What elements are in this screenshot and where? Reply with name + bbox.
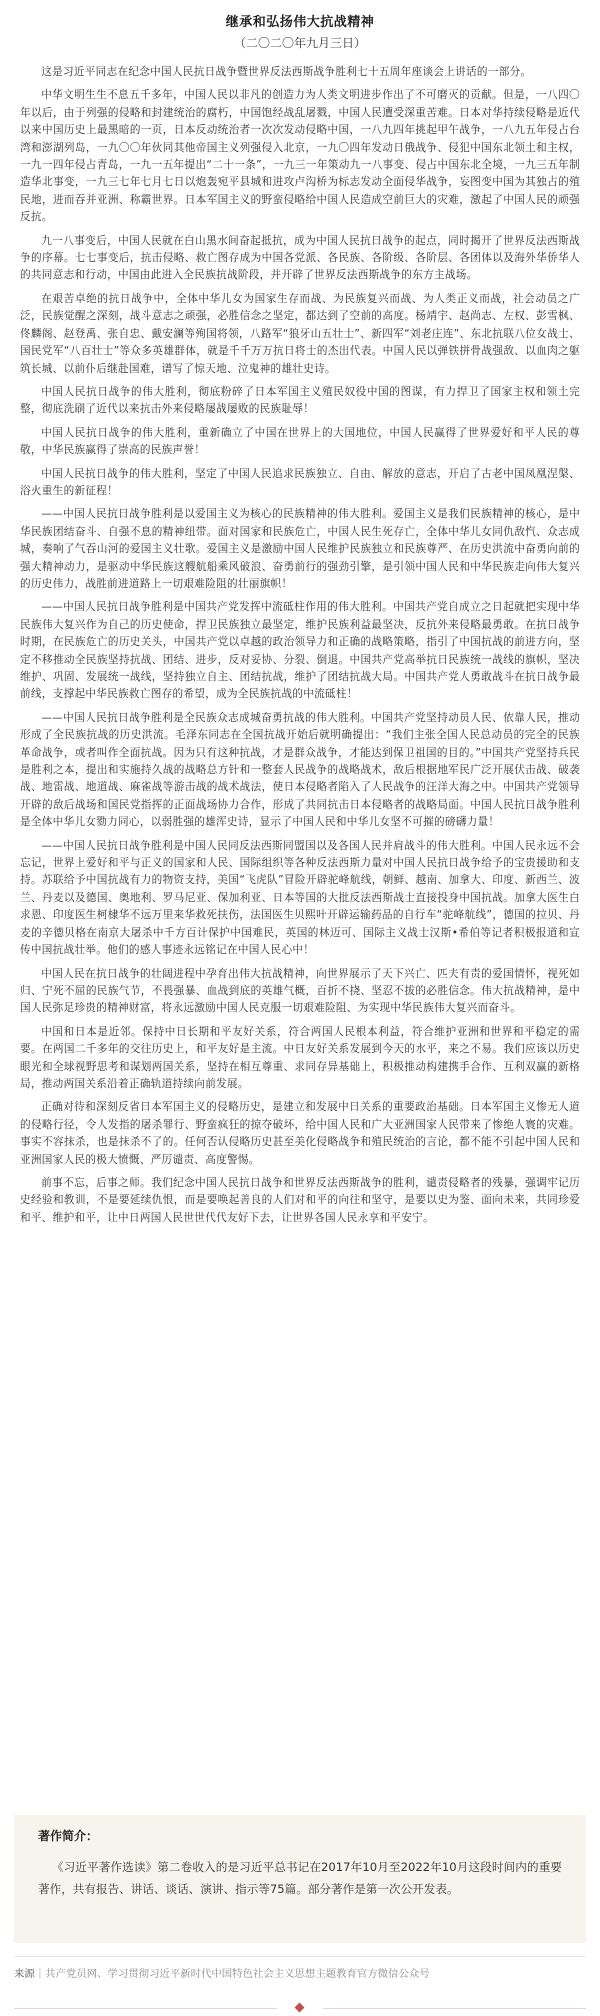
paragraph: ——中国人民抗日战争胜利是以爱国主义为核心的民族精神的伟大胜利。爱国主义是我们民族精神的核心，是中华民族团结奋斗、自强不息的精神纽带。面对国家和民族危亡，中国人民生死存亡，全体中华儿女同仇敌忾、众志成城，奏响了气吞山河的爱国主义壮歌。爱国主义是激励中国人民维护民族独立和民族尊严、在历史洪流中奋勇向前的强大精神动力，是驱动中华民族这艘航船乘风破浪、奋勇前行的强劲引擎，是引领中国人民和中华民族走向伟大复兴的历史伟力，战胜前进道路上一切艰难险阻的壮丽旗帜！ (20, 508, 580, 590)
end-divider-line-right (323, 2008, 586, 2009)
paragraph: 前事不忘，后事之师。我们纪念中国人民抗日战争和世界反法西斯战争的胜利，谴责侵略者的残暴，强调牢记历史经验和教训，不是要延续仇恨，而是要唤起善良的人们对和平的向往和坚守，是要以史为鉴、面向未来，共同珍爱和平、维护和平，让中日两国人民世世代代友好下去，让世界各国人民永享和平安宁。 (20, 1176, 580, 1224)
paragraph: 中国人民抗日战争的伟大胜利，坚定了中国人民追求民族独立、自由、解放的意志，开启了古老中国凤凰涅槃、浴火重生的新征程！ (20, 467, 580, 497)
paragraph: 中华文明生生不息五千多年，中国人民以非凡的创造力为人类文明进步作出了不可磨灭的贡献。但是，一八四〇年以后，由于列强的侵略和封建统治的腐朽，中国饱经战乱屠戮，中国人民遭受深重苦难。日本对华持续侵略是近代以来中国历史上最黑暗的一页，日本反动统治者一次次发动侵略中国，一八九四年挑起甲午战争，一八九五年侵占台湾和澎湖列岛，一九〇〇年伙同其他帝国主义列强侵入北京，一九〇四年发动日俄战争、侵犯中国东北领土和主权，一九一四年侵占青岛，一九一五年提出“二十一条”，一九三一年策动九一八事变、侵占中国东北全境，一九三五年制造华北事变，一九三七年七月七日以炮轰宛平县城和进攻卢沟桥为标志发动全面侵华战争，妄图变中国为其独占的殖民地，进而吞并亚洲、称霸世界。日本军国主义的野蛮侵略给中国人民造成空前巨大的灾难，激起了中国人民的顽强反抗。 (20, 89, 580, 224)
paragraph: 这是习近平同志在纪念中国人民抗日战争暨世界反法西斯战争胜利七十五周年座谈会上讲话的一部分。 (41, 66, 532, 78)
article-body (0, 52, 600, 1227)
paragraph: 中国人民在抗日战争的壮阔进程中孕育出伟大抗战精神，向世界展示了天下兴亡、匹夫有责的爱国情怀，视死如归、宁死不屈的民族气节，不畏强暴、血战到底的英雄气概，百折不挠、坚忍不拔的必胜信念。伟大抗战精神，是中国人民弥足珍贵的精神财富，将永远激励中国人民克服一切艰难险阻、为实现中华民族伟大复兴而奋斗。 (20, 967, 580, 1015)
paragraph: 正确对待和深刻反省日本军国主义的侵略历史，是建立和发展中日关系的重要政治基础。日本军国主义惨无人道的侵略行径，令人发指的屠杀罪行、野蛮疯狂的掠夺破坏，给中国人民和广大亚洲国家人民带来了惨绝人寰的灾难。事实不容抹杀，也是抹杀不了的。任何否认侵略历史甚至美化侵略战争和殖民统治的言论，都不能不引起中国人民和亚洲国家人民的极大愤慨、严厉谴责、高度警惕。 (20, 1101, 580, 1166)
footer-divider (14, 1956, 586, 1957)
paragraph: 中国人民抗日战争的伟大胜利，重新确立了中国在世界上的大国地位，中国人民赢得了世界爱好和平人民的尊敬，中华民族赢得了崇高的民族声誉！ (20, 426, 580, 457)
book-intro-heading: 著作简介： (38, 1829, 99, 1843)
paragraph: 在艰苦卓绝的抗日战争中，全体中华儿女为国家生存而战、为民族复兴而战、为人类正义而战，社会动员之广泛，民族觉醒之深刻，战斗意志之顽强，必胜信念之坚定，都达到了空前的高度。杨靖宇、赵尚志、左权、彭雪枫、佟麟阁、赵登禹、张自忠、戴安澜等殉国将领，八路军“狼牙山五壮士”、新四军“刘老庄连”、东北抗联八位女战士、国民党军“八百壮士”等众多英雄群体，就是千千万万抗日将士的杰出代表。中国人民以弹铁拼骨战强敌、以血肉之躯筑长城、以前仆后继赴国难，谱写了惊天地、泣鬼神的雄壮史诗。 (20, 292, 580, 375)
article-header (0, 0, 600, 52)
paragraph: ——中国人民抗日战争胜利是全民族众志成城奋勇抗战的伟大胜利。中国共产党坚持动员人民、依靠人民，推动形成了全民族抗战的历史洪流。毛泽东同志在全国抗战开始后就明确提出：“我们主张全国人民总动员的完全的民族革命战争，或者叫作全面抗战。因为只有这种抗战，才是群众战争，才能达到保卫祖国的目的。”中国共产党坚持兵民是胜利之本，提出和实施持久战的战略总方针和一整套人民战争的战略战术，敌后根据地军民广泛开展伏击战、破袭战、地雷战、地道战、麻雀战等游击战的战术战法，使日本侵略者陷入了人民战争的汪洋大海之中。中国共产党领导开辟的敌后战场和国民党指挥的正面战场协力合作，形成了共同抗击日本侵略者的战略局面。中国人民抗日战争胜利是全体中华儿女勠力同心，以弱胜强的雄浑史诗，显示了中国人民和中华儿女坚不可摧的磅礴力量！ (20, 711, 580, 829)
diamond-icon (295, 2003, 305, 2013)
article-date: （二〇二〇年九月三日） (233, 36, 366, 50)
book-intro-text: 《习近平著作选读》第二卷收入的是习近平总书记在2017年10月至2022年10月这段时间内的重要著作，共有报告、讲话、谈话、演讲、指示等75篇。部分著作是第一次公开发表。 (38, 1860, 562, 1896)
paragraph: ——中国人民抗日战争胜利是中国人民同反法西斯同盟国以及各国人民并肩战斗的伟大胜利。中国人民永远不会忘记，世界上爱好和平与正义的国家和人民、国际组织等各种反法西斯力量对中国人民抗日战争给予的宝贵援助和支持。苏联给予中国抗战有力的物资支持，美国“飞虎队”冒险开辟驼峰航线，朝鲜、越南、加拿大、印度、新西兰、波兰、丹麦以及德国、奥地利、罗马尼亚、保加利亚、日本等国的大批反法西斯战士直接投身中国抗战。加拿大医生白求恩、印度医生柯棣华不远万里来华救死扶伤，法国医生贝熙叶开辟运输药品的自行车“驼峰航线”，德国的拉贝、丹麦的辛德贝格在南京大屠杀中千方百计保护中国难民，英国的林迈可、国际主义战士汉斯•希伯等记者积极报道和宣传中国抗战壮举。他们的感人事迹永远铭记在中国人民心中！ (20, 839, 580, 957)
source-attribution (14, 1966, 586, 1982)
book-intro-box (14, 1815, 586, 1943)
end-divider-line-left (14, 2008, 277, 2009)
paragraph: ——中国人民抗日战争胜利是中国共产党发挥中流砥柱作用的伟大胜利。中国共产党自成立之日起就把实现中华民族伟大复兴作为自己的历史使命，捍卫民族独立最坚定，维护民族利益最坚决，反抗外来侵略最勇敢。在抗日战争时期，在民族危亡的历史关头，中国共产党以卓越的政治领导力和正确的战略策略，指引了中国抗战的前进方向，坚定不移推动全民族坚持抗战、团结、进步，反对妥协、分裂、倒退。中国共产党高举抗日民族统一战线的旗帜，坚决维护、巩固、发展统一战线，坚持独立自主、团结抗战，维护了团结抗战大局。中国共产党人勇敢战斗在抗日战争最前线，支撑起中华民族救亡图存的希望，成为全民族抗战的中流砥柱！ (20, 601, 580, 701)
paragraph: 中国和日本是近邻。保持中日长期和平友好关系，符合两国人民根本利益，符合维护亚洲和世界和平稳定的需要。在两国二千多年的交往历史上，和平友好是主流。中日友好关系发展到今天的水平，来之不易。我们应该以历史眼光和全球视野思考和谋划两国关系，坚持在相互尊重、求同存异基础上，积极推动构建携手合作、互利双赢的新格局，推动两国关系沿着正确轨道持续向前发展。 (20, 1025, 580, 1090)
source-label: 来源 (14, 1968, 35, 1980)
article-title: 继承和弘扬伟大抗战精神 (225, 15, 375, 30)
source-text: ｜共产党员网、学习贯彻习近平新时代中国特色社会主义思想主题教育官方微信公众号 (34, 1968, 430, 1980)
paragraph: 九一八事变后，中国人民就在白山黑水间奋起抵抗，成为中国人民抗日战争的起点，同时揭开了世界反法西斯战争的序幕。七七事变后，抗击侵略、救亡图存成为中国各党派、各民族、各阶级、各阶层、各团体以及海外华侨华人的共同意志和行动，中国由此进入全民族抗战阶段，并开辟了世界反法西斯战争的东方主战场。 (20, 234, 580, 282)
end-divider (14, 2002, 586, 2014)
paragraph: 中国人民抗日战争的伟大胜利，彻底粉碎了日本军国主义殖民奴役中国的图谋，有力捍卫了国家主权和领土完整，彻底洗刷了近代以来抗击外来侵略屡战屡败的民族耻辱！ (20, 385, 580, 416)
